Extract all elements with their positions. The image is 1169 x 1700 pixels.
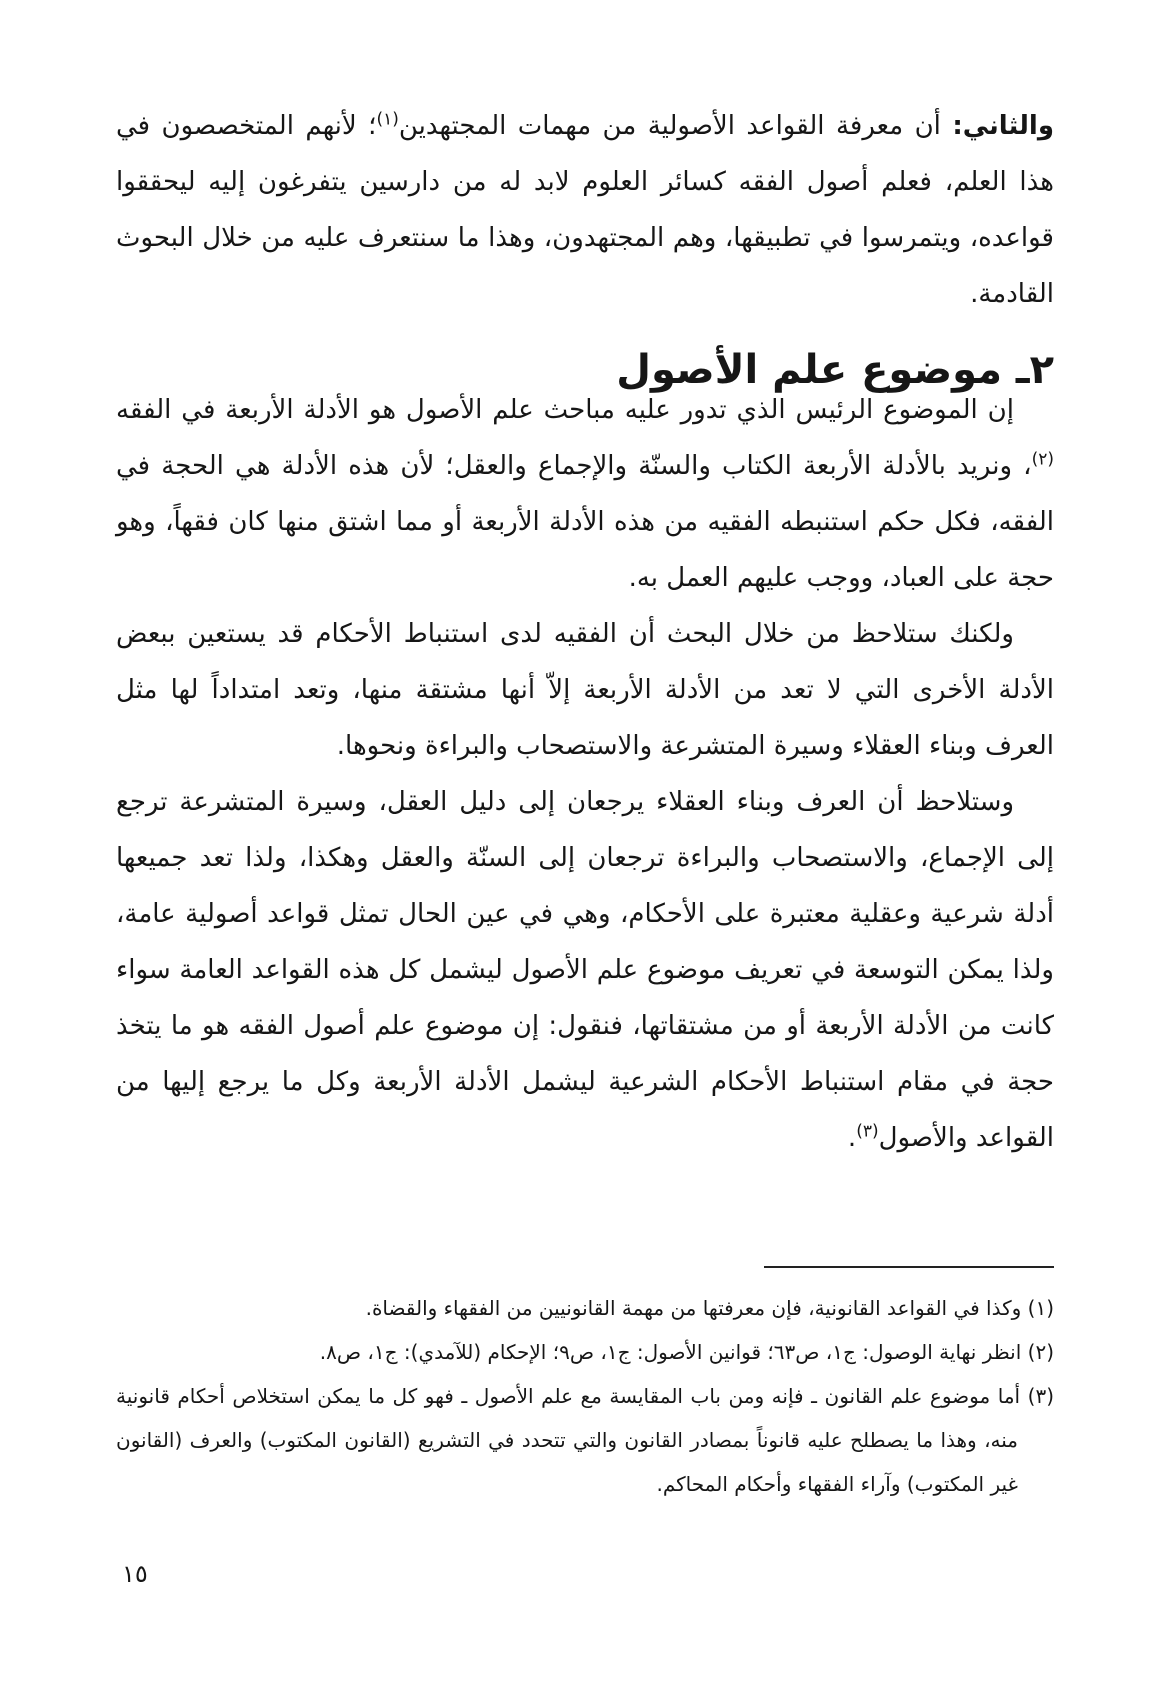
section-heading: ٢ـ موضوع علم الأصول	[616, 347, 1054, 393]
paragraph-2-text-a: إن الموضوع الرئيس الذي تدور عليه مباحث علم الأصول هو الأدلة الأربعة في الفقه	[116, 395, 1014, 425]
footnote-ref-1[interactable]: (١)	[376, 109, 399, 130]
page-number: ١٥	[122, 1560, 148, 1588]
paragraph-4	[116, 774, 1054, 1166]
paragraph-2-text-b: ، ونريد بالأدلة الأربعة الكتاب والسنّة والإجماع والعقل؛ لأن هذه الأدلة هي الحجة في الفقه، فكل حكم استنبطه الفقيه من هذه الأدلة الأربعة أو مما اشتق منها كان فقهاً، وهو حجة على العباد، ووجب عليهم العمل به.	[116, 451, 1054, 593]
paragraph-2	[116, 382, 1054, 606]
paragraph-4-text-b: .	[847, 1123, 857, 1153]
footnote-ref-3[interactable]: (٣)	[856, 1121, 879, 1142]
footnote-3: (٣) أما موضوع علم القانون ـ فإنه ومن باب المقايسة مع علم الأصول ـ فهو كل ما يمكن استخلاص أحكام قانونية منه، وهذا ما يصطلح عليه قانوناً بمصادر القانون والتي تتحدد في التشريع (القانون المكتوب) والعرف (القانون غير المكتوب) وآراء الفقهاء وأحكام المحاكم.	[116, 1384, 1054, 1496]
footnote-ref-2[interactable]: (٢)	[1031, 449, 1054, 470]
footnote-2: (٢) انظر نهاية الوصول: ج١، ص٦٣؛ قوانين الأصول: ج١، ص٩؛ الإحكام (للآمدي): ج١، ص٨.	[319, 1340, 1054, 1364]
paragraph-block-1	[116, 98, 1054, 322]
footnotes	[116, 1286, 1054, 1506]
paragraph-1	[116, 98, 1054, 322]
paragraph-1-text-b: ؛ لأنهم المتخصصون في هذا العلم، فعلم أصول الفقه كسائر العلوم لابد له من دارسين يتفرغون إليه ليحققوا قواعده، ويتمرسوا في تطبيقها، وهم المجتهدون، وهذا ما سنتعرف عليه من خلال البحوث القادمة.	[116, 111, 1054, 309]
footnote-separator	[764, 1266, 1054, 1268]
paragraph-block-2	[116, 382, 1054, 1166]
paragraph-3: ولكنك ستلاحظ من خلال البحث أن الفقيه لدى استنباط الأحكام قد يستعين ببعض الأدلة الأخرى التي لا تعد من الأدلة الأربعة إلاّ أنها مشتقة منها، وتعد امتداداً لها مثل العرف وبناء العقلاء وسيرة المتشرعة والاستصحاب والبراءة ونحوها.	[116, 619, 1054, 761]
footnote-1: (١) وكذا في القواعد القانونية، فإن معرفتها من مهمة القانونيين من الفقهاء والقضاة.	[365, 1296, 1054, 1320]
paragraph-4-text-a: وستلاحظ أن العرف وبناء العقلاء يرجعان إلى دليل العقل، وسيرة المتشرعة ترجع إلى الإجماع، والاستصحاب والبراءة ترجعان إلى السنّة والعقل وهكذا، ولذا تعد جميعها أدلة شرعية وعقلية معتبرة على الأحكام، وهي في عين الحال تمثل قواعد أصولية عامة، ولذا يمكن التوسعة في تعريف موضوع علم الأصول ليشمل كل هذه القواعد العامة سواء كانت من الأدلة الأربعة أو من مشتقاتها، فنقول: إن موضوع علم أصول الفقه هو ما يتخذ حجة في مقام استنباط الأحكام الشرعية ليشمل الأدلة الأربعة وكل ما يرجع إليها من القواعد والأصول	[116, 787, 1054, 1153]
paragraph-1-text-a: أن معرفة القواعد الأصولية من مهمات المجتهدين	[398, 111, 953, 141]
paragraph-1-lead: والثاني:	[952, 111, 1055, 141]
